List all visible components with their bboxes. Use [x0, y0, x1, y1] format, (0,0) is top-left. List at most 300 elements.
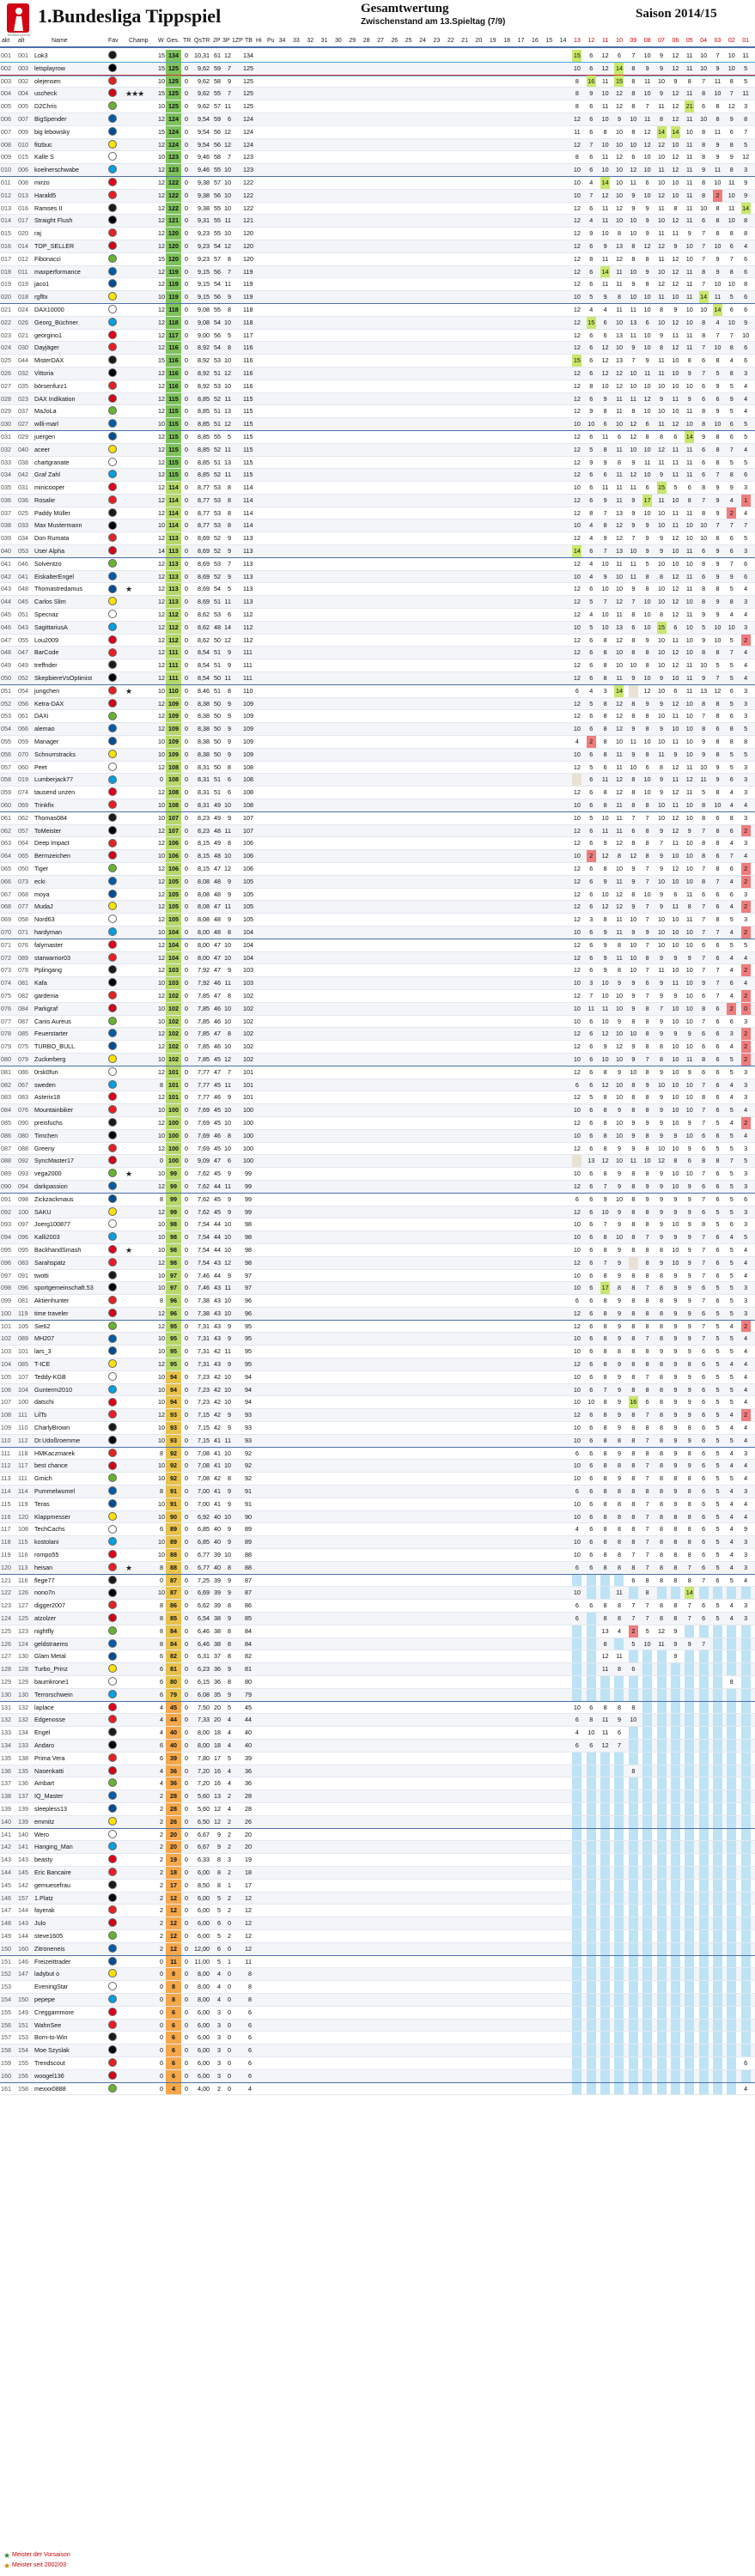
- table-row[interactable]: [0, 1714, 755, 1727]
- table-row[interactable]: [0, 927, 755, 939]
- cell-name[interactable]: Georg_Büchner: [34, 318, 78, 326]
- table-row[interactable]: [0, 1066, 755, 1079]
- cell-name[interactable]: Nord63: [34, 915, 55, 924]
- table-row[interactable]: [0, 405, 755, 418]
- cell-name[interactable]: WahnSee: [34, 2020, 62, 2029]
- table-row[interactable]: [0, 139, 755, 152]
- cell-name[interactable]: twotti: [34, 1271, 49, 1279]
- cell-name[interactable]: Pplingang: [34, 966, 62, 975]
- table-row[interactable]: [0, 100, 755, 113]
- cell-name[interactable]: Mountainbiker: [34, 1106, 74, 1115]
- cell-name[interactable]: nightfly: [34, 1626, 54, 1635]
- table-row[interactable]: [0, 76, 755, 88]
- cell-name[interactable]: TOP_SELLER: [34, 241, 75, 250]
- table-row[interactable]: [0, 1104, 755, 1117]
- cell-name[interactable]: pepepe: [34, 1995, 55, 2003]
- cell-name[interactable]: mirzo: [34, 178, 50, 186]
- table-row[interactable]: [0, 1562, 755, 1575]
- table-row[interactable]: [0, 1549, 755, 1562]
- cell-name[interactable]: letsplayrow: [34, 64, 65, 72]
- cell-name[interactable]: Turbo_Prinz: [34, 1665, 68, 1674]
- cell-name[interactable]: Eric Bancaire: [34, 1868, 71, 1876]
- table-row[interactable]: [0, 914, 755, 927]
- table-row[interactable]: [0, 2057, 755, 2070]
- cell-name[interactable]: MaJoLa: [34, 407, 57, 416]
- cell-name[interactable]: geldstraems: [34, 1639, 69, 1648]
- cell-name[interactable]: Teddy-KGB: [34, 1372, 66, 1381]
- table-row[interactable]: [0, 393, 755, 406]
- cell-name[interactable]: BigSpender: [34, 114, 67, 123]
- cell-name[interactable]: Trendscout: [34, 2058, 65, 2067]
- table-row[interactable]: [0, 1041, 755, 1054]
- cell-name[interactable]: maxperformance: [34, 267, 81, 276]
- cell-name[interactable]: Sarahspatz: [34, 1258, 66, 1267]
- cell-name[interactable]: best chance: [34, 1461, 68, 1470]
- cell-name[interactable]: 0rsk0fun: [34, 1067, 58, 1076]
- cell-name[interactable]: flege77: [34, 1576, 55, 1584]
- cell-name[interactable]: Kalli2003: [34, 1233, 60, 1242]
- table-row[interactable]: [0, 1244, 755, 1257]
- table-row[interactable]: [0, 1613, 755, 1625]
- table-row[interactable]: [0, 1016, 755, 1029]
- table-row[interactable]: [0, 240, 755, 253]
- cell-name[interactable]: vega2000: [34, 1170, 62, 1178]
- table-row[interactable]: [0, 164, 755, 177]
- cell-name[interactable]: ToMeister: [34, 826, 62, 835]
- cell-name[interactable]: digger2007: [34, 1601, 65, 1610]
- cell-name[interactable]: Hanging_Man: [34, 1843, 73, 1851]
- table-row[interactable]: [0, 825, 755, 838]
- table-row[interactable]: [0, 901, 755, 914]
- table-row[interactable]: [0, 876, 755, 889]
- table-row[interactable]: [0, 1981, 755, 1994]
- table-row[interactable]: [0, 1358, 755, 1371]
- table-row[interactable]: [0, 1321, 755, 1334]
- cell-name[interactable]: Kafa: [34, 979, 47, 987]
- table-row[interactable]: [0, 278, 755, 291]
- table-row[interactable]: [0, 1295, 755, 1308]
- cell-name[interactable]: ecki: [34, 877, 46, 885]
- cell-name[interactable]: falymaster: [34, 940, 64, 949]
- cell-name[interactable]: Zuckerberg: [34, 1054, 66, 1063]
- cell-name[interactable]: Lumberjack77: [34, 775, 74, 784]
- cell-name[interactable]: Manager: [34, 738, 59, 746]
- cell-name[interactable]: Thomastredamus: [34, 585, 82, 593]
- table-row[interactable]: [0, 1575, 755, 1588]
- cell-name[interactable]: Glam Metal: [34, 1652, 66, 1661]
- cell-name[interactable]: sportgemeinschaft.53: [34, 1284, 94, 1292]
- table-row[interactable]: [0, 1702, 755, 1715]
- cell-name[interactable]: Edgenosse: [34, 1716, 65, 1724]
- table-row[interactable]: [0, 1994, 755, 2007]
- table-row[interactable]: [0, 1117, 755, 1130]
- table-row[interactable]: [0, 151, 755, 164]
- cell-name[interactable]: MudaJ: [34, 902, 53, 911]
- table-row[interactable]: [0, 266, 755, 279]
- table-row[interactable]: [0, 1371, 755, 1384]
- table-row[interactable]: [0, 1765, 755, 1778]
- cell-name[interactable]: CharlyBrown: [34, 1424, 70, 1432]
- cell-name[interactable]: Fibonacci: [34, 254, 61, 263]
- cell-name[interactable]: Trinkfix: [34, 801, 54, 810]
- table-row[interactable]: [0, 1689, 755, 1702]
- cell-name[interactable]: Terrorschwein: [34, 1690, 73, 1698]
- cell-name[interactable]: Nasenkatti: [34, 1766, 64, 1775]
- table-row[interactable]: [0, 519, 755, 532]
- cell-name[interactable]: Ketra-DAX: [34, 699, 64, 708]
- cell-name[interactable]: Graf Zahl: [34, 471, 60, 479]
- table-row[interactable]: [0, 113, 755, 126]
- table-row[interactable]: [0, 228, 755, 240]
- cell-name[interactable]: IQ_Master: [34, 1792, 64, 1801]
- table-row[interactable]: [0, 1917, 755, 1930]
- cell-name[interactable]: heisan: [34, 1563, 53, 1571]
- table-row[interactable]: [0, 1218, 755, 1231]
- cell-name[interactable]: alemao: [34, 725, 55, 733]
- table-row[interactable]: [0, 990, 755, 1003]
- table-row[interactable]: [0, 1143, 755, 1156]
- table-row[interactable]: [0, 1054, 755, 1066]
- table-row[interactable]: [0, 1663, 755, 1676]
- table-row[interactable]: [0, 1130, 755, 1143]
- cell-name[interactable]: Lok3: [34, 52, 48, 59]
- cell-name[interactable]: Gunterm2010: [34, 1385, 72, 1394]
- cell-name[interactable]: ladybut o: [34, 1970, 60, 1978]
- table-row[interactable]: [0, 1943, 755, 1956]
- table-row[interactable]: [0, 2020, 755, 2032]
- cell-name[interactable]: BarCode: [34, 648, 59, 657]
- cell-name[interactable]: Julo: [34, 1919, 46, 1928]
- cell-name[interactable]: Max Mustermann: [34, 521, 82, 530]
- table-row[interactable]: [0, 1308, 755, 1321]
- table-row[interactable]: [0, 380, 755, 393]
- cell-name[interactable]: Creggammore: [34, 2008, 74, 2016]
- table-row[interactable]: [0, 203, 755, 216]
- table-row[interactable]: [0, 647, 755, 659]
- cell-name[interactable]: Freizeittrader: [34, 1957, 71, 1965]
- cell-name[interactable]: Peet: [34, 762, 47, 771]
- cell-name[interactable]: MH207: [34, 1334, 55, 1343]
- cell-name[interactable]: uscheck: [34, 89, 58, 98]
- cell-name[interactable]: Schnurrstracks: [34, 750, 76, 758]
- cell-name[interactable]: baumkrone1: [34, 1678, 69, 1686]
- table-row[interactable]: [0, 1168, 755, 1181]
- cell-name[interactable]: börsenfurz1: [34, 381, 67, 390]
- cell-name[interactable]: big lebowsky: [34, 127, 70, 136]
- cell-name[interactable]: gemuesefrau: [34, 1880, 70, 1889]
- cell-name[interactable]: SkepbiereVsOptimist: [34, 674, 93, 683]
- cell-name[interactable]: Moe Szyslak: [34, 2046, 70, 2055]
- table-row[interactable]: [0, 1155, 755, 1168]
- cell-name[interactable]: Lou2009: [34, 635, 58, 644]
- cell-name[interactable]: hardyman: [34, 927, 62, 936]
- cell-name[interactable]: emmitz: [34, 1817, 55, 1826]
- table-row[interactable]: [0, 1536, 755, 1549]
- table-row[interactable]: [0, 1422, 755, 1435]
- table-row[interactable]: [0, 177, 755, 190]
- table-row[interactable]: [0, 1968, 755, 1981]
- cell-name[interactable]: Tiger: [34, 865, 49, 872]
- table-row[interactable]: [0, 1676, 755, 1689]
- table-row[interactable]: [0, 1460, 755, 1473]
- cell-name[interactable]: Carlos Slim: [34, 598, 66, 606]
- cell-name[interactable]: Andaro: [34, 1741, 55, 1749]
- table-row[interactable]: [0, 1409, 755, 1422]
- cell-name[interactable]: 1.Platz: [34, 1893, 53, 1902]
- table-row[interactable]: [0, 1841, 755, 1854]
- cell-name[interactable]: SyncMaster17: [34, 1157, 74, 1165]
- table-row[interactable]: [0, 418, 755, 431]
- table-row[interactable]: [0, 291, 755, 304]
- table-row[interactable]: [0, 1194, 755, 1206]
- table-row[interactable]: [0, 1181, 755, 1194]
- cell-name[interactable]: rgfltx: [34, 293, 48, 301]
- table-row[interactable]: [0, 1028, 755, 1041]
- cell-name[interactable]: DAXi: [34, 712, 49, 720]
- table-row[interactable]: [0, 1485, 755, 1498]
- cell-name[interactable]: datschi: [34, 1398, 54, 1406]
- table-row[interactable]: [0, 1880, 755, 1893]
- cell-name[interactable]: laplace: [34, 1703, 54, 1711]
- table-row[interactable]: [0, 1905, 755, 1917]
- table-row[interactable]: [0, 1206, 755, 1219]
- cell-name[interactable]: sweden: [34, 1080, 56, 1089]
- cell-name[interactable]: Thomas084: [34, 813, 67, 822]
- table-row[interactable]: [0, 812, 755, 825]
- cell-name[interactable]: Ramses II: [34, 204, 63, 212]
- table-row[interactable]: [0, 215, 755, 228]
- cell-name[interactable]: Teras: [34, 1499, 50, 1508]
- table-row[interactable]: [0, 1079, 755, 1092]
- table-row[interactable]: [0, 469, 755, 482]
- cell-name[interactable]: LilTs: [34, 1411, 47, 1419]
- cell-name[interactable]: Rosalie: [34, 495, 55, 504]
- cell-name[interactable]: Straight Flush: [34, 216, 73, 225]
- cell-name[interactable]: kostolani: [34, 1538, 59, 1546]
- table-row[interactable]: [0, 253, 755, 266]
- table-row[interactable]: [0, 698, 755, 711]
- cell-name[interactable]: Engel: [34, 1728, 51, 1737]
- cell-name[interactable]: Don Rumata: [34, 534, 70, 543]
- table-row[interactable]: [0, 850, 755, 863]
- table-row[interactable]: [0, 1816, 755, 1829]
- table-row[interactable]: [0, 342, 755, 355]
- cell-name[interactable]: Asterix18: [34, 1093, 60, 1102]
- table-row[interactable]: [0, 1803, 755, 1816]
- table-row[interactable]: [0, 368, 755, 380]
- table-row[interactable]: [0, 545, 755, 558]
- table-row[interactable]: [0, 1523, 755, 1536]
- table-row[interactable]: [0, 1625, 755, 1638]
- cell-name[interactable]: gardenia: [34, 991, 58, 999]
- table-row[interactable]: [0, 482, 755, 495]
- cell-name[interactable]: juergen: [34, 432, 55, 440]
- cell-name[interactable]: Sie62: [34, 1321, 51, 1330]
- table-row[interactable]: [0, 50, 755, 63]
- table-row[interactable]: [0, 685, 755, 698]
- cell-name[interactable]: HMKaczmarek: [34, 1449, 76, 1457]
- table-row[interactable]: [0, 622, 755, 635]
- table-row[interactable]: [0, 1473, 755, 1485]
- cell-name[interactable]: nono7n: [34, 1589, 55, 1597]
- table-row[interactable]: [0, 837, 755, 850]
- table-row[interactable]: [0, 1854, 755, 1867]
- table-row[interactable]: [0, 736, 755, 749]
- cell-name[interactable]: Wero: [34, 1830, 50, 1838]
- cell-name[interactable]: TechCachs: [34, 1525, 65, 1534]
- cell-name[interactable]: sleepless13: [34, 1804, 67, 1813]
- table-row[interactable]: [0, 635, 755, 647]
- cell-name[interactable]: moya: [34, 890, 50, 898]
- table-row[interactable]: [0, 1003, 755, 1016]
- table-row[interactable]: [0, 787, 755, 799]
- cell-name[interactable]: chartgranate: [34, 458, 70, 466]
- cell-name[interactable]: raj: [34, 229, 41, 238]
- table-row[interactable]: [0, 2032, 755, 2044]
- table-row[interactable]: [0, 1282, 755, 1295]
- cell-name[interactable]: User Alpha: [34, 547, 65, 556]
- table-row[interactable]: [0, 63, 755, 76]
- table-row[interactable]: [0, 863, 755, 876]
- cell-name[interactable]: georgino1: [34, 331, 62, 339]
- table-row[interactable]: [0, 1448, 755, 1461]
- table-row[interactable]: [0, 1231, 755, 1244]
- cell-name[interactable]: DAX Indikation: [34, 394, 76, 403]
- cell-name[interactable]: D2Chris: [34, 102, 57, 111]
- table-row[interactable]: [0, 1396, 755, 1409]
- table-row[interactable]: [0, 774, 755, 787]
- cell-name[interactable]: Harald5: [34, 191, 57, 199]
- cell-name[interactable]: Kalle S: [34, 153, 54, 161]
- cell-name[interactable]: Paddy Müller: [34, 508, 70, 517]
- cell-name[interactable]: treffnder: [34, 661, 58, 670]
- table-row[interactable]: [0, 431, 755, 444]
- table-row[interactable]: [0, 444, 755, 457]
- table-row[interactable]: [0, 355, 755, 368]
- table-row[interactable]: [0, 1257, 755, 1270]
- cell-name[interactable]: Solventzo: [34, 559, 62, 568]
- cell-name[interactable]: EiskalterEngel: [34, 572, 74, 580]
- table-row[interactable]: [0, 507, 755, 520]
- table-row[interactable]: [0, 596, 755, 609]
- table-row[interactable]: [0, 88, 755, 100]
- cell-name[interactable]: preisfuchs: [34, 1118, 63, 1127]
- cell-name[interactable]: Specnaz: [34, 611, 58, 619]
- cell-name[interactable]: Canis Aureus: [34, 1017, 71, 1025]
- table-row[interactable]: [0, 1777, 755, 1790]
- table-row[interactable]: [0, 317, 755, 330]
- cell-name[interactable]: Greeny: [34, 1144, 55, 1152]
- cell-name[interactable]: rompo55: [34, 1551, 59, 1559]
- table-row[interactable]: [0, 1384, 755, 1397]
- table-row[interactable]: [0, 1867, 755, 1880]
- table-row[interactable]: [0, 1790, 755, 1803]
- table-row[interactable]: [0, 532, 755, 545]
- cell-name[interactable]: lars_3: [34, 1347, 52, 1356]
- table-row[interactable]: [0, 672, 755, 685]
- cell-name[interactable]: darkpassion: [34, 1182, 68, 1190]
- cell-name[interactable]: woogel136: [34, 2071, 64, 2080]
- table-row[interactable]: [0, 1930, 755, 1943]
- table-row[interactable]: [0, 952, 755, 965]
- table-row[interactable]: [0, 571, 755, 584]
- cell-name[interactable]: Feuerstarter: [34, 1030, 69, 1038]
- table-row[interactable]: [0, 1346, 755, 1358]
- cell-name[interactable]: Prima Vera: [34, 1753, 65, 1762]
- table-row[interactable]: [0, 1333, 755, 1346]
- table-row[interactable]: [0, 1511, 755, 1524]
- cell-name[interactable]: Joerg100877: [34, 1220, 70, 1229]
- cell-name[interactable]: Zickzackmaus: [34, 1194, 74, 1203]
- cell-name[interactable]: T-ICE: [34, 1360, 51, 1369]
- cell-name[interactable]: Vittoria: [34, 368, 54, 377]
- table-row[interactable]: [0, 977, 755, 990]
- table-row[interactable]: [0, 1650, 755, 1663]
- table-row[interactable]: [0, 457, 755, 470]
- cell-name[interactable]: MisterDAX: [34, 356, 64, 365]
- cell-name[interactable]: TURBO_BULL: [34, 1042, 76, 1051]
- table-row[interactable]: [0, 1270, 755, 1283]
- table-row[interactable]: [0, 495, 755, 507]
- cell-name[interactable]: Pummelwumel: [34, 1487, 76, 1496]
- cell-name[interactable]: EveningStar: [34, 1983, 69, 1991]
- table-row[interactable]: [0, 1829, 755, 1842]
- cell-name[interactable]: minicooper: [34, 483, 65, 492]
- cell-name[interactable]: koelnerschwabe: [34, 166, 79, 174]
- cell-name[interactable]: SagittariusA: [34, 623, 68, 631]
- table-row[interactable]: [0, 609, 755, 622]
- table-row[interactable]: [0, 749, 755, 762]
- table-row[interactable]: [0, 964, 755, 977]
- table-row[interactable]: [0, 710, 755, 723]
- table-row[interactable]: [0, 558, 755, 571]
- cell-name[interactable]: SAKU: [34, 1207, 52, 1216]
- cell-name[interactable]: olejensen: [34, 76, 61, 85]
- table-row[interactable]: [0, 190, 755, 203]
- cell-name[interactable]: tausend unzen: [34, 788, 76, 797]
- table-row[interactable]: [0, 1740, 755, 1753]
- cell-name[interactable]: willi-marl: [34, 420, 58, 428]
- table-row[interactable]: [0, 659, 755, 672]
- table-row[interactable]: [0, 1956, 755, 1969]
- cell-name[interactable]: aceer: [34, 445, 50, 453]
- cell-name[interactable]: Timchen: [34, 1131, 58, 1139]
- table-row[interactable]: [0, 1893, 755, 1905]
- table-row[interactable]: [0, 304, 755, 317]
- table-row[interactable]: [0, 1498, 755, 1511]
- cell-name[interactable]: time traveler: [34, 1309, 69, 1317]
- table-row[interactable]: [0, 1091, 755, 1104]
- table-row[interactable]: [0, 1753, 755, 1765]
- cell-name[interactable]: jungchen: [34, 686, 60, 695]
- cell-name[interactable]: Aktienhunter: [34, 1297, 70, 1305]
- cell-name[interactable]: Deep Impact: [34, 839, 70, 848]
- cell-name[interactable]: jaco1: [34, 280, 50, 289]
- cell-name[interactable]: Klappmesser: [34, 1512, 70, 1521]
- table-row[interactable]: [0, 2007, 755, 2020]
- cell-name[interactable]: starwarrior03: [34, 953, 70, 962]
- table-row[interactable]: [0, 1435, 755, 1448]
- table-row[interactable]: [0, 1587, 755, 1600]
- cell-name[interactable]: DAX10000: [34, 305, 64, 313]
- table-row[interactable]: [0, 799, 755, 812]
- table-row[interactable]: [0, 1600, 755, 1613]
- table-row[interactable]: [0, 126, 755, 139]
- cell-name[interactable]: steve1605: [34, 1931, 64, 1940]
- cell-name[interactable]: Dayjäger: [34, 343, 59, 352]
- cell-name[interactable]: Zitroneneis: [34, 1944, 65, 1953]
- table-row[interactable]: [0, 889, 755, 902]
